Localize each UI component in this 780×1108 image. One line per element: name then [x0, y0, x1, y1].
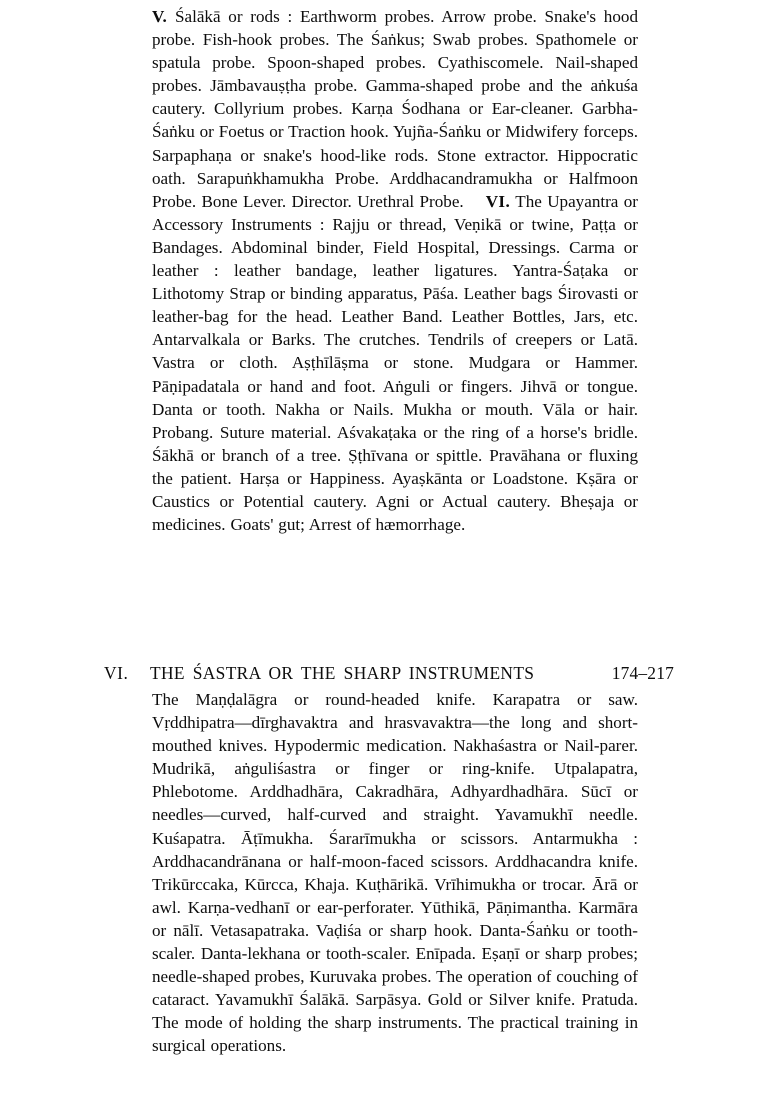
section-vi-paragraph: The Maṇḍalāgra or round-headed knife. Karapatra or saw. Vṛddhipatra—dīrghavaktra and hrasvavaktra—the long and short-mouthed knives. Hypodermic medication. Nakhaśastra or Nail-parer. Mudrikā, aṅguliśastra or finger or ring-knife. Utpalapatra, Phlebotome. Arddhadhāra, Cakradhāra, Adhyardhadhāra. Sūcī or needles—curved, half-curved and straight. Yavamukhī needle. Kuśapatra. Āṭīmukha. Śararīmukha or scissors. Antarmukha : Arddhacandrānana or half-moon-faced scissors. Arddhacandra knife. Trikūrccaka, Kūrcca, Khaja. Kuṭhārikā. Vrīhimukha or trocar. Ārā or awl. Karṇa-vedhanī or ear-perforater. Yūthikā, Pāṇimantha. Karmāra or nālī. Vetasapatraka. Vaḍiśa or sharp hook. Danta-Śaṅku or tooth-scaler. Danta-lekhana or tooth-scaler. Enīpada. Eṣaṇī or sharp probes; needle-shaped probes, Kuruvaka probes. The operation of couching of cataract. Yavamukhī Śalākā. Sarpāsya. Gold or Silver knife. Pratuda. The mode of holding the sharp instruments. The practical training in surgical operations.: [152, 690, 638, 1056]
section-v-runin-punct: .: [162, 7, 168, 26]
section-v-paragraph: [104, 0, 638, 536]
section-vi-page-range: 174–217: [611, 663, 674, 683]
section-vi-block: [104, 688, 638, 1058]
section-vi-heading: [104, 663, 674, 684]
section-vi-inline-number: VI: [485, 191, 506, 211]
section-v-text-after: The Upayantra or Accessory Instruments : Rajju or thread, Veṇikā or twine, Paṭṭa or Bandages. Abdominal binder, Field Hospital, Dressings. Carma or leather : leather bandage, leather ligatures. Yantra-Śaṭaka or Lithotomy Strap or binding apparatus, Pāśa. Leather bags Śirovasti or leather-bag for the head. Leather Band. Leather Bottles, Jars, etc. Antarvalkala or Barks. The crutches. Tendrils of creepers or Latā. Vastra or cloth. Aṣṭhīlāṣma or stone. Mudgara or Hammer. Pāṇipadatala or hand and foot. Aṅguli or fingers. Jihvā or tongue. Danta or tooth. Nakha or Nails. Mukha or mouth. Vāla or hair. Probang. Suture material. Aśvakaṭaka or the ring of a horse's bridle. Śākhā or branch of a tree. Ṣṭhīvana or spittle. Pravāhana or fluxing the patient. Harṣa or Happiness. Ayaṣkānta or Loadstone. Kṣāra or Caustics or Potential cautery. Agni or Actual cautery. Bheṣaja or medicines. Goats' gut; Arrest of hæmorrhage.: [152, 191, 639, 535]
section-vi-number: VI.: [104, 663, 129, 683]
section-vi-inline-punct: .: [505, 191, 511, 211]
section-v-block: [104, 0, 638, 536]
section-v-text-before: Śalākā or rods : Earthworm probes. Arrow probe. Snake's hood probe. Fish-hook probes. The Śaṅkus; Swab probes. Spathomele or spatula probe. Spoon-shaped probes. Cyathiscomele. Nail-shaped probes. Jāmbavauṣṭha probe. Gamma-shaped probe and the aṅkuśa cautery. Collyrium probes. Karṇa Śodhana or Ear-cleaner. Garbha-Śaṅku or Foetus or Traction hook. Yujña-Śaṅku or Midwifery forceps. Sarpaphaṇa or snake's hood-like rods. Stone extractor. Hippocratic oath. Sarapuṅkhamukha Probe. Arddhacandramukha or Halfmoon Probe. Bone Lever. Director. Urethral Probe.: [152, 7, 638, 211]
section-v-runin-number: V: [152, 7, 163, 26]
section-vi-title: THE ŚASTRA OR THE SHARP INSTRUMENTS: [150, 663, 535, 683]
